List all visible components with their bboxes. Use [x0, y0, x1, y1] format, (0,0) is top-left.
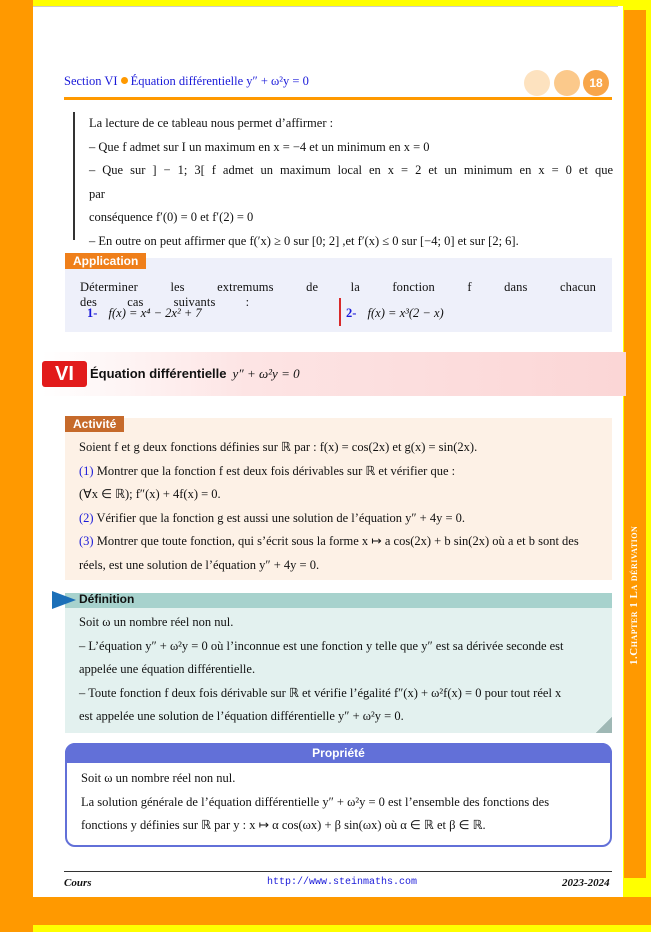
tab-mark	[8, 398, 32, 402]
definition-line: appelée une équation différentielle.	[79, 662, 256, 676]
text-line: – En outre on peut affirmer que f(′x) ≥ 0 sur [0; 2] ,et f′(x) ≤ 0 sur [−4; 0] et sur [2; 6].	[89, 233, 519, 248]
definition-body	[79, 611, 597, 729]
tab-mark	[8, 380, 32, 385]
chapter-side-label: 1.Chapter 1 La dérivation	[628, 525, 640, 665]
text-line: – Que f admet sur I un maximum en x = −4 et un minimum en x = 0	[89, 139, 430, 154]
activite-line: (∀x ∈ ℝ); f″(x) + 4f(x) = 0.	[79, 487, 221, 501]
section-header-title: Équation différentielle y″ + ω²y = 0	[130, 74, 309, 88]
propriete-line: Soit ω un nombre réel non nul.	[81, 771, 236, 785]
application-item-2	[346, 306, 444, 321]
footer-year: 2023-2024	[562, 877, 610, 889]
item-expression: f(x) = x³(2 − x)	[367, 306, 444, 320]
definition-line: Soit ω un nombre réel non nul.	[79, 615, 234, 629]
conclusion-block	[73, 112, 613, 248]
activite-line: (2) Vérifier que la fonction g est aussi une solution de l’équation y″ + 4y = 0.	[79, 510, 466, 525]
application-statement: Déterminer les extremums de la fonction f dans chacun des cas suivants :	[80, 280, 596, 309]
bullet-dot-icon	[121, 77, 128, 84]
activite-line: Soient f et g deux fonctions définies sur ℝ par : f(x) = cos(2x) et g(x) = sin(2x).	[79, 440, 478, 454]
section-badge: VI	[42, 361, 87, 387]
tab-mark	[8, 406, 32, 410]
tab-mark	[8, 356, 32, 361]
header-rule	[64, 97, 612, 100]
section-header	[64, 74, 309, 89]
chapter-side-bar	[624, 10, 646, 878]
page-number: 18	[583, 70, 609, 96]
top-rule	[33, 6, 618, 7]
footer-url-link[interactable]: http://www.steinmaths.com	[267, 877, 418, 888]
definition-title: Définition	[79, 592, 135, 606]
definition-header-bar	[65, 593, 612, 608]
tab-mark	[8, 390, 32, 394]
tab-mark	[8, 340, 32, 352]
section-title-text: Équation différentielle	[90, 366, 227, 381]
definition-line: est appelée une solution de l’équation différentielle y″ + ω²y = 0.	[79, 709, 404, 723]
activite-line: (1) Montrer que la fonction f est deux fois dérivables sur ℝ et vérifier que :	[79, 463, 456, 478]
application-item-1	[87, 306, 202, 321]
tab-mark	[8, 430, 32, 434]
definition-line: – Toute fonction f deux fois dérivable sur ℝ et vérifie l’égalité f″(x) + ω²f(x) = 0 pour tout réel x	[79, 685, 562, 700]
text-line: – Que sur ] − 1; 3[ f admet un maximum local en x = 2 et un minimum en x = 0 et que par	[89, 163, 613, 201]
item-number: 2-	[346, 306, 357, 320]
tab-mark	[8, 414, 32, 418]
item-number: 1-	[87, 306, 98, 320]
definition-line: – L’équation y″ + ω²y = 0 où l’inconnue est une fonction y telle que y″ est sa dérivée seconde est	[79, 638, 564, 653]
tab-mark	[8, 367, 32, 377]
activite-line: (3) Montrer que toute fonction, qui s’écrit sous la forme x ↦ a cos(2x) + b sin(2x) où a et b sont des	[79, 534, 579, 548]
activite-tag: Activité	[65, 416, 124, 432]
page-curl-corner	[596, 717, 612, 733]
activite-line: réels, est une solution de l’équation y″ + 4y = 0.	[79, 557, 320, 572]
section-equation: y″ + ω²y = 0	[232, 366, 300, 381]
activite-body	[79, 436, 597, 577]
footer-left: Cours	[64, 877, 92, 889]
bottom-orange-band	[0, 897, 651, 925]
decor-circle	[524, 70, 550, 96]
column-divider	[339, 298, 341, 326]
section-title	[90, 366, 300, 382]
decor-circle	[554, 70, 580, 96]
arrow-right-icon	[52, 591, 76, 609]
propriete-line: fonctions y définies sur ℝ par y : x ↦ α cos(ωx) + β sin(ωx) où α ∈ ℝ et β ∈ ℝ.	[81, 818, 486, 832]
application-tag: Application	[65, 253, 146, 269]
item-expression: f(x) = x⁴ − 2x² + 7	[108, 306, 202, 320]
tab-mark	[8, 422, 32, 426]
propriete-body	[81, 767, 597, 838]
footer-rule	[64, 871, 612, 872]
propriete-line: La solution générale de l’équation différentielle y″ + ω²y = 0 est l’ensemble des fonctions des	[81, 794, 550, 809]
tab-mark	[8, 290, 32, 322]
text-line: La lecture de ce tableau nous permet d’affirmer :	[89, 116, 334, 130]
propriete-title: Propriété	[65, 743, 612, 763]
text-line: conséquence f′(0) = 0 et f′(2) = 0	[89, 210, 254, 224]
section-number: Section VI	[64, 74, 118, 88]
left-orange-frame	[0, 0, 33, 932]
